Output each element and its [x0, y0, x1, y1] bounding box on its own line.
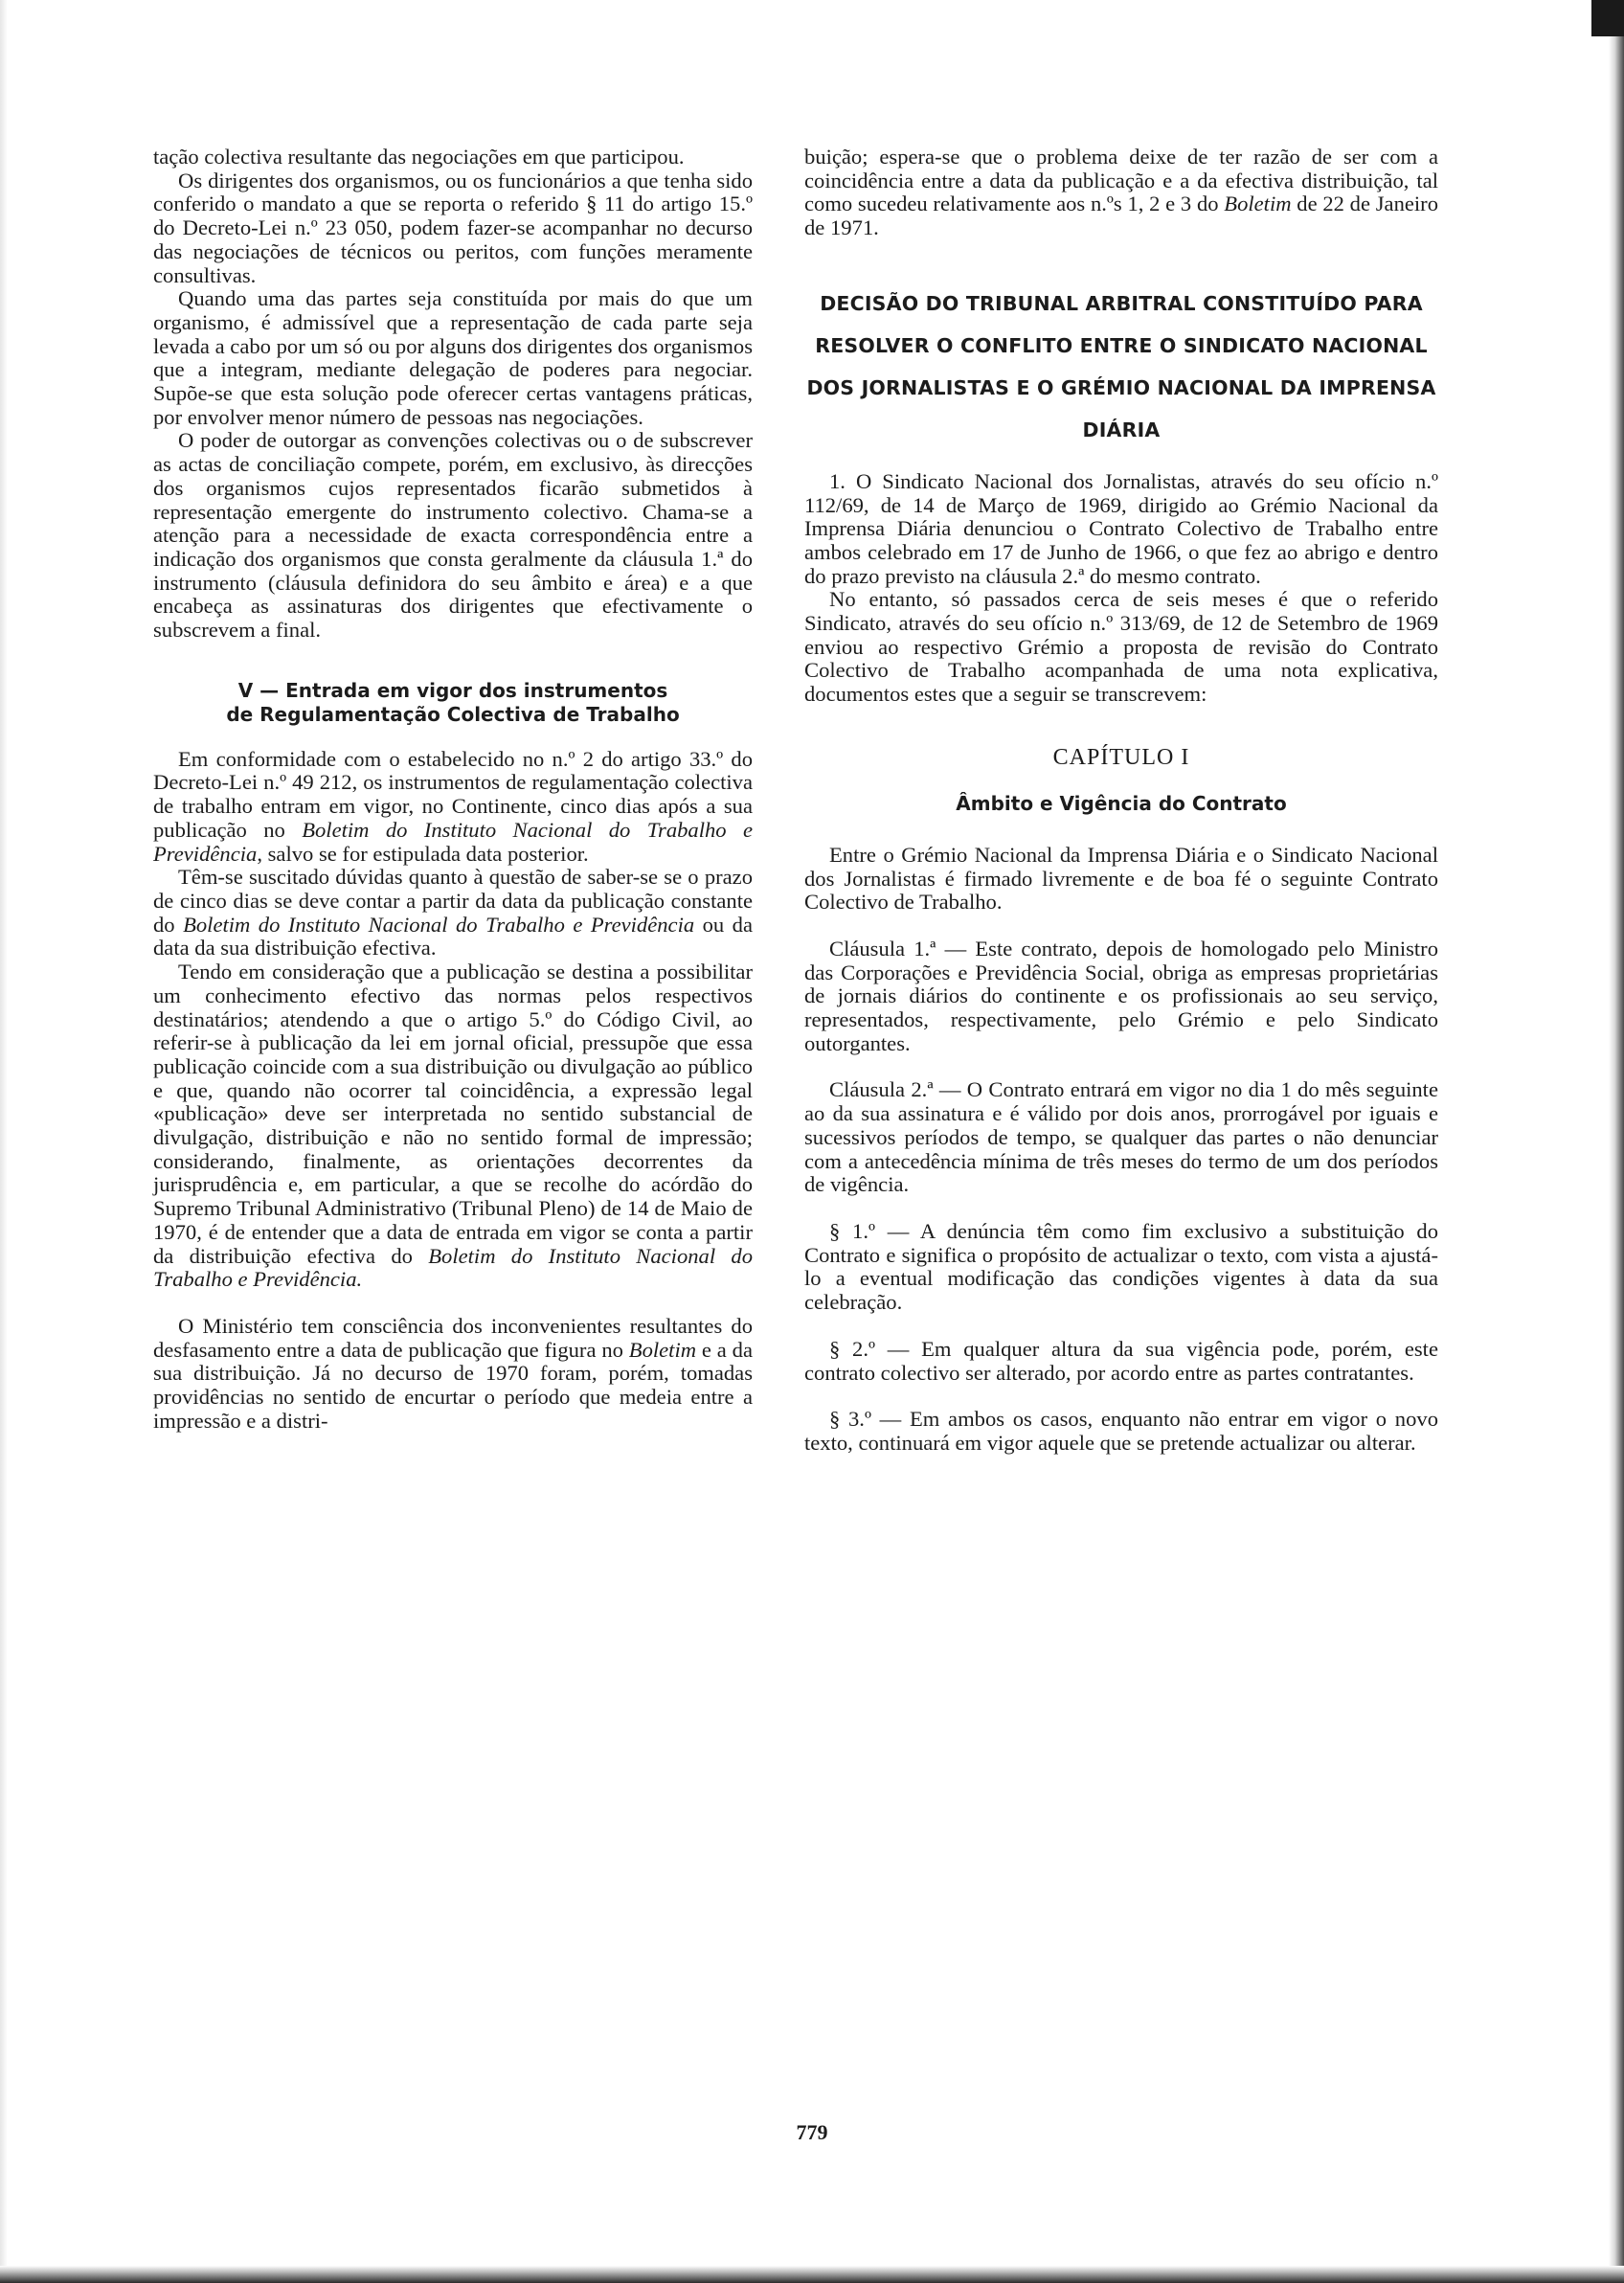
section-heading: [153, 679, 753, 727]
scan-edge-bottom: [0, 2266, 1624, 2283]
publication-title: Boletim do Instituto Nacional do Trabalho e Previdência: [153, 817, 753, 866]
text-run: , salvo se for estipulada data posterior.: [257, 841, 589, 866]
text-run: Em conformidade com o estabelecido no n.º 2 do artigo 33.º do Decreto-Lei n.º 49 212, os instrumentos de regulamentação colectiva de trabalho entram em vigor, no Continente, cinco dias após a sua publicação no: [153, 746, 753, 842]
publication-title: Boletim: [628, 1337, 697, 1362]
text-run: buição; espera-se que o problema deixe de ter razão de ser com a coincidência entre a data da publicação e a da efectiva distribuição, tal como sucedeu relativamente aos n.ºs 1, 2 e 3 do: [804, 145, 1438, 216]
section-heading-line: de Regulamentação Colectiva de Trabalho: [226, 702, 680, 726]
decision-heading: DECISÃO DO TRIBUNAL ARBITRAL CONSTITUÍDO PARA RESOLVER O CONFLITO ENTRE O SINDICATO NACIONAL DOS JORNALISTAS E O GRÉMIO NACIONAL DA IMPRENSA DIÁRIA: [806, 291, 1436, 441]
paragraph-section-1: § 1.º — A denúncia têm como fim exclusivo a substituição do Contrato e significa o propósito de actualizar o texto, com vista a ajustá-lo a eventual modificação das condições vigentes à data da sua celebração.: [804, 1218, 1438, 1315]
paragraph: No entanto, só passados cerca de seis meses é que o referido Sindicato, através do seu ofício n.º 313/69, de 12 de Setembro de 1969 enviou ao respectivo Grémio a proposta de revisão do Contrato Colectivo de Trabalho acompanhada de uma nota explicativa, documentos estes que a seguir se transcrevem:: [804, 587, 1438, 707]
text-run: Tendo em consideração que a publicação se destina a possibilitar um conhecimento efectivo das normas pelos respectivos destinatários; atendendo a que o artigo 5.º do Código Civil, ao referir-se à publicação da lei em jornal oficial, pressupõe que essa publicação coincide com a sua distribuição ou divulgação ao público e que, quando não ocorrer tal coincidência, a expressão legal «publicação» deve ser interpretada no sentido substancial de divulgação, distribuição e não no sentido formal de impressão; considerando, finalmente, as orientações decorrentes da jurisprudência e, em particular, a que se recolhe do acórdão do Supremo Tribunal Administrativo (Tribunal Pleno) de 14 de Maio de 1970, é de entender que a data de entrada em vigor se conta a partir da distribuição efectiva do: [153, 960, 753, 1268]
chapter-subheading: Âmbito e Vigência do Contrato: [956, 791, 1287, 815]
clause-2: Cláusula 2.ª — O Contrato entrará em vigor no dia 1 do mês seguinte ao da sua assinatura e é válido por dois anos, prorrogável por iguais e sucessivos períodos de tempo, se qualquer das partes o não denunciar com a antecedência mínima de três meses do termo de um dos períodos de vigência.: [804, 1077, 1438, 1197]
paragraph: Quando uma das partes seja constituída por mais do que um organismo, é admissível que a representação de cada parte seja levada a cabo por um só ou por alguns dos dirigentes dos organismos que a integram, mediante delegação de poderes para negociar. Supõe-se que esta solução pode oferecer certas vantagens práticas, por envolver menor número de pessoas nas negociações.: [153, 286, 753, 429]
paragraph: [804, 146, 1438, 240]
left-column: [153, 146, 753, 1433]
paragraph: [153, 1315, 753, 1434]
chapter-heading: CAPÍTULO I: [1052, 744, 1190, 770]
scan-edge-right: [1609, 0, 1624, 2283]
text-run: e a da sua distribuição. Já no decurso de 1970 foram, porém, tomadas providências no sentido de encurtar o período que medeia entre a impressão e a distri-: [153, 1337, 753, 1433]
section-heading-line: V — Entrada em vigor dos instrumentos: [237, 678, 668, 702]
paragraph-section-3: § 3.º — Em ambos os casos, enquanto não entrar em vigor o novo texto, continuará em vigor aquele que se pretende actualizar ou alterar.: [804, 1407, 1438, 1455]
paragraph: [153, 748, 753, 867]
clause-1: Cláusula 1.ª — Este contrato, depois de homologado pelo Ministro das Corporações e Previdência Social, obriga as empresas proprietárias de jornais diários do continente e os profissionais ao seu serviço, representados, respectivamente, pelo Grémio e pelo Sindicato outorgantes.: [804, 936, 1438, 1055]
paragraph: 1. O Sindicato Nacional dos Jornalistas, através do seu ofício n.º 112/69, de 14 de Março de 1969, dirigido ao Grémio Nacional da Imprensa Diária denunciou o Contrato Colectivo de Trabalho entre ambos celebrado em 17 de Junho de 1966, o que fez ao abrigo e dentro do prazo previsto na cláusula 2.ª do mesmo contrato.: [804, 468, 1438, 588]
scan-corner-mark: [1591, 0, 1624, 36]
paragraph-section-2: § 2.º — Em qualquer altura da sua vigência pode, porém, este contrato colectivo ser alterado, por acordo entre as partes contratantes.: [804, 1336, 1438, 1385]
paragraph: O poder de outorgar as convenções colectivas ou o de subscrever as actas de conciliação compete, porém, em exclusivo, às direcções dos organismos cujos representados ficarão submetidos à representação emergente do instrumento colectivo. Chama-se a atenção para a necessidade de exacta correspondência entre a indicação dos organismos que consta geralmente da cláusula 1.ª do instrumento (cláusula definidora do seu âmbito e área) e a que encabeça as assinaturas dos dirigentes que efectivamente o subscrevem a final.: [153, 428, 753, 643]
text-run: O Ministério tem consciência dos inconvenientes resultantes do desfasamento entre a data de publicação que figura no: [153, 1313, 753, 1362]
text-run: ou da data da sua distribuição efectiva.: [153, 912, 754, 961]
paragraph: [153, 866, 753, 961]
scan-edge-left: [0, 0, 8, 2283]
publication-title: Boletim: [1224, 192, 1292, 216]
text-run: de 22 de Janeiro de 1971.: [804, 192, 1438, 240]
publication-title: Boletim do Instituto Nacional do Trabalho e Previdência: [183, 912, 695, 937]
paragraph: Os dirigentes dos organismos, ou os funcionários a que tenha sido conferido o mandato a que se reporta o referido § 11 do artigo 15.º do Decreto-Lei n.º 23 050, podem fazer-se acompanhar no decurso das negociações de técnicos ou peritos, com funções meramente consultivas.: [153, 168, 753, 287]
publication-title: Boletim do Instituto Nacional do Trabalho e Previdência.: [153, 1243, 754, 1292]
paragraph: Entre o Grémio Nacional da Imprensa Diária e o Sindicato Nacional dos Jornalistas é firmado livremente e de boa fé o seguinte Contrato Colectivo de Trabalho.: [804, 842, 1438, 915]
text-run: Têm-se suscitado dúvidas quanto à questão de saber-se se o prazo de cinco dias se deve contar a partir da data da publicação constante do: [153, 865, 753, 937]
right-column: [804, 146, 1438, 1456]
paragraph: [153, 961, 753, 1292]
page-number: 779: [796, 2120, 828, 2144]
paragraph: tação colectiva resultante das negociações em que participou.: [153, 145, 685, 169]
